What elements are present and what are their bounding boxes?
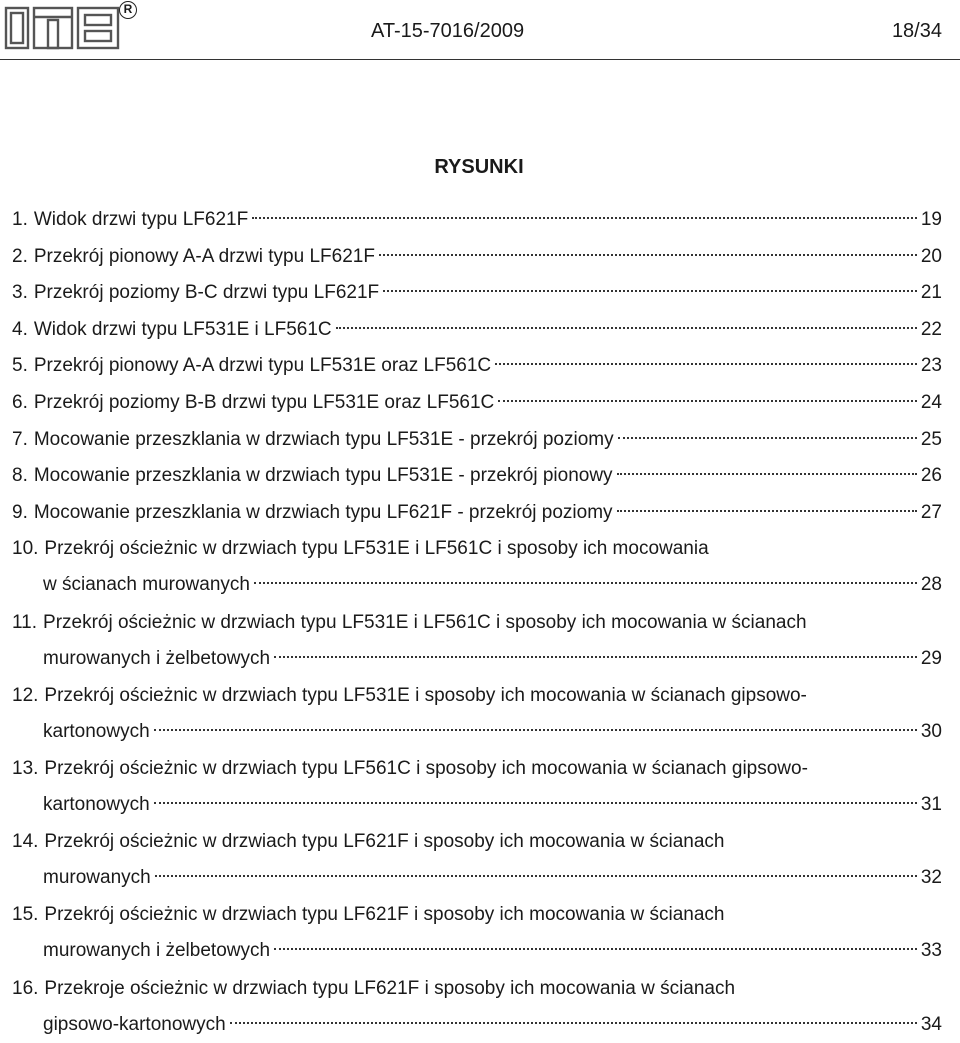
toc-entry-line bbox=[12, 422, 942, 458]
toc-entry-page: 28 bbox=[920, 574, 942, 596]
toc-entry-number: 6. bbox=[12, 392, 28, 413]
toc-entry-number: 7. bbox=[12, 428, 28, 450]
toc-entry-title: Mocowanie przeszklania w drzwiach typu LF531E - przekrój pionowy bbox=[33, 465, 613, 487]
toc-entry-page: 20 bbox=[920, 245, 942, 267]
toc-entry-title: Przekroje ościeżnic w drzwiach typu LF621F i sposoby ich mocowania w ścianach bbox=[44, 977, 736, 999]
toc-entry-title-continued: w ścianach murowanych bbox=[43, 574, 250, 596]
toc-entry-title-continued: kartonowych bbox=[43, 720, 150, 742]
toc-entry-line bbox=[12, 275, 942, 311]
toc-entry bbox=[12, 202, 942, 238]
toc-entry bbox=[12, 275, 942, 311]
toc-entry-title: Przekrój ościeżnic w drzwiach typu LF561C i sposoby ich mocowania w ścianach gipsowo- bbox=[44, 758, 808, 779]
toc-entry-number: 10. bbox=[12, 538, 39, 560]
section-title: RYSUNKI bbox=[434, 156, 524, 178]
toc-entry bbox=[12, 605, 942, 677]
toc-entry bbox=[12, 385, 942, 421]
toc-entry-title-continued: murowanych bbox=[43, 867, 151, 889]
toc-entry-page: 23 bbox=[920, 355, 942, 377]
toc-entry-number: 12. bbox=[12, 684, 39, 706]
page-number: 18/34 bbox=[891, 20, 942, 42]
toc-entry-title-continued: murowanych i żelbetowych bbox=[43, 940, 271, 962]
toc-entry-line bbox=[12, 824, 942, 860]
toc-entry bbox=[12, 458, 942, 494]
toc-entry-page: 24 bbox=[920, 392, 942, 413]
toc-entry-page: 31 bbox=[920, 794, 942, 815]
toc-entry-title: Przekrój ościeżnic w drzwiach typu LF621F i sposoby ich mocowania w ścianach bbox=[44, 831, 725, 853]
dot-leader bbox=[155, 875, 917, 877]
registered-mark: R bbox=[119, 1, 137, 19]
toc-entry-line bbox=[12, 348, 942, 384]
toc-entry-title: Przekrój pionowy A-A drzwi typu LF531E oraz LF561C bbox=[33, 355, 492, 377]
toc-entry-number: 4. bbox=[12, 318, 28, 340]
dot-leader bbox=[252, 217, 917, 219]
toc-entry bbox=[12, 495, 942, 531]
dot-leader bbox=[618, 437, 917, 439]
dot-leader bbox=[498, 400, 917, 402]
toc-entry-line bbox=[12, 971, 942, 1007]
toc-entry-number: 11. bbox=[12, 611, 38, 633]
toc-entry bbox=[12, 422, 942, 458]
toc-entry-page: 21 bbox=[920, 282, 942, 304]
toc-entry-line bbox=[12, 751, 942, 787]
toc-entry-line bbox=[12, 202, 942, 238]
toc-entry bbox=[12, 348, 942, 384]
toc-entry-page: 32 bbox=[920, 867, 942, 889]
toc-entry-number: 2. bbox=[12, 245, 28, 267]
toc-entry-page: 30 bbox=[920, 720, 942, 742]
dot-leader bbox=[154, 729, 917, 731]
toc-entry-continuation bbox=[12, 567, 942, 603]
toc-entry-title: Przekrój ościeżnic w drzwiach typu LF621F i sposoby ich mocowania w ścianach bbox=[44, 904, 725, 926]
toc-entry-page: 29 bbox=[920, 647, 942, 669]
toc-entry-title-continued: gipsowo-kartonowych bbox=[43, 1013, 226, 1035]
toc-entry bbox=[12, 239, 942, 275]
toc-entry-title: Widok drzwi typu LF531E i LF561C bbox=[33, 318, 332, 340]
dot-leader bbox=[379, 254, 917, 256]
toc-entry-number: 8. bbox=[12, 465, 28, 487]
toc-entry-number: 13. bbox=[12, 758, 39, 779]
toc-entry-title: Przekrój ościeżnic w drzwiach typu LF531E i LF561C i sposoby ich mocowania w ścianach bbox=[43, 611, 807, 633]
toc-entry-continuation bbox=[12, 714, 942, 750]
toc-entry-title-continued: murowanych i żelbetowych bbox=[43, 647, 271, 669]
toc-entry-page: 33 bbox=[920, 940, 942, 962]
dot-leader bbox=[617, 510, 917, 512]
toc-entry bbox=[12, 678, 942, 750]
toc-entry-continuation bbox=[12, 787, 942, 823]
itb-logo-icon bbox=[4, 4, 122, 50]
toc-entry-line bbox=[12, 897, 942, 933]
toc-entry-number: 15. bbox=[12, 904, 39, 926]
toc-entry-page: 19 bbox=[920, 209, 942, 230]
toc-entry bbox=[12, 971, 942, 1043]
toc-entry bbox=[12, 531, 942, 603]
toc-entry-title-continued: kartonowych bbox=[43, 794, 150, 815]
toc-entry-number: 1. bbox=[12, 209, 28, 230]
dot-leader bbox=[274, 656, 917, 658]
page-header bbox=[0, 0, 960, 70]
toc-entry bbox=[12, 824, 942, 896]
dot-leader bbox=[154, 802, 917, 804]
toc-entry-line bbox=[12, 495, 942, 531]
dot-leader bbox=[617, 473, 917, 475]
dot-leader bbox=[495, 363, 917, 365]
toc-entry-number: 5. bbox=[12, 355, 28, 377]
dot-leader bbox=[383, 290, 917, 292]
document-id: AT-15-7016/2009 bbox=[371, 20, 525, 42]
toc-entry-line bbox=[12, 605, 942, 641]
toc-entry-title: Mocowanie przeszklania w drzwiach typu LF621F - przekrój poziomy bbox=[33, 501, 613, 523]
toc-entry-page: 22 bbox=[920, 318, 942, 340]
toc-entry-number: 9. bbox=[12, 501, 28, 523]
toc-entry-page: 27 bbox=[920, 501, 942, 523]
toc-entry-line bbox=[12, 678, 942, 714]
toc-entry-number: 14. bbox=[12, 831, 39, 853]
toc-entry bbox=[12, 751, 942, 823]
toc-entry-line bbox=[12, 385, 942, 421]
toc-entry-number: 3. bbox=[12, 282, 28, 304]
toc-entry-line bbox=[12, 531, 942, 567]
toc-entry-title: Przekrój pionowy A-A drzwi typu LF621F bbox=[33, 245, 375, 267]
toc-entry bbox=[12, 312, 942, 348]
toc-entry bbox=[12, 897, 942, 969]
header-divider bbox=[0, 59, 960, 60]
dot-leader bbox=[254, 582, 917, 584]
toc-entry-line bbox=[12, 458, 942, 494]
dot-leader bbox=[274, 948, 917, 950]
dot-leader bbox=[336, 327, 917, 329]
toc-entry-page: 25 bbox=[920, 428, 942, 450]
toc-entry-title: Przekrój poziomy B-B drzwi typu LF531E oraz LF561C bbox=[33, 392, 495, 413]
toc-entry-title: Przekrój ościeżnic w drzwiach typu LF531E i sposoby ich mocowania w ścianach gipsowo- bbox=[44, 684, 807, 706]
toc-entry-title: Przekrój poziomy B-C drzwi typu LF621F bbox=[33, 282, 380, 304]
toc-entry-title: Widok drzwi typu LF621F bbox=[33, 209, 249, 230]
toc-entry-number: 16. bbox=[12, 977, 39, 999]
toc-entry-line bbox=[12, 312, 942, 348]
dot-leader bbox=[230, 1022, 917, 1024]
toc-entry-continuation bbox=[12, 641, 942, 677]
toc-entry-continuation bbox=[12, 1007, 942, 1043]
toc-entry-page: 26 bbox=[920, 465, 942, 487]
toc-entry-page: 34 bbox=[920, 1013, 942, 1035]
toc-entry-continuation bbox=[12, 933, 942, 969]
toc-entry-continuation bbox=[12, 860, 942, 896]
toc-entry-title: Mocowanie przeszklania w drzwiach typu LF531E - przekrój poziomy bbox=[33, 428, 614, 450]
toc-entry-line bbox=[12, 239, 942, 275]
toc-entry-title: Przekrój ościeżnic w drzwiach typu LF531E i LF561C i sposoby ich mocowania bbox=[44, 538, 709, 560]
